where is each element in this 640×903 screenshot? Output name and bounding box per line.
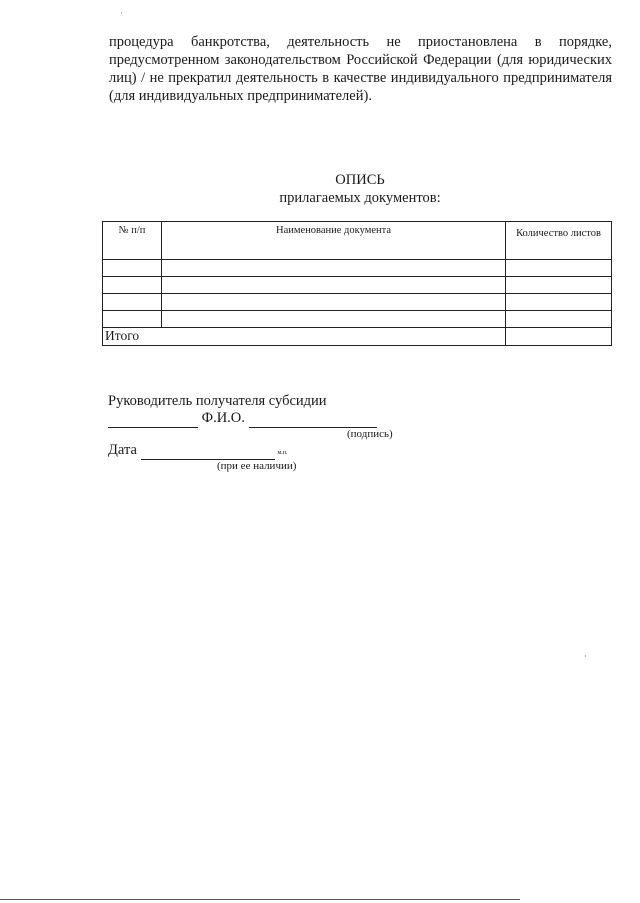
documents-table xyxy=(102,221,612,346)
fio-blank xyxy=(249,410,377,428)
table-row xyxy=(103,260,612,277)
signature-line-row xyxy=(108,410,377,428)
head-of-recipient-label: Руководитель получателя субсидии xyxy=(108,393,327,409)
table-total-row xyxy=(103,328,612,346)
row-count-cell xyxy=(506,277,612,294)
row-name-cell xyxy=(162,260,506,277)
signature-hint: (подпись) xyxy=(347,428,393,440)
header-number: № п/п xyxy=(103,222,162,260)
row-number-cell xyxy=(103,311,162,328)
date-row xyxy=(108,442,288,460)
table-header-row xyxy=(103,222,612,260)
row-name-cell xyxy=(162,277,506,294)
row-count-cell xyxy=(506,260,612,277)
conditions-paragraph: процедура банкротства, деятельность не приостановлена в порядке, предусмотренном законодательством Российской Федерации (для юридических лиц) / не прекратил деятельность в качестве индивидуального предпринимателя (для индивидуальных предпринимателей). xyxy=(109,34,612,104)
stamp-hint: (при ее наличии) xyxy=(217,460,297,472)
total-value-cell xyxy=(506,328,612,346)
inventory-subtitle: прилагаемых документов: xyxy=(279,190,441,206)
row-number-cell xyxy=(103,294,162,311)
row-count-cell xyxy=(506,311,612,328)
signature-blank xyxy=(108,410,198,428)
table-row xyxy=(103,277,612,294)
stamp-label: м.п. xyxy=(277,450,288,456)
fio-label: Ф.И.О. xyxy=(201,410,245,426)
row-name-cell xyxy=(162,311,506,328)
total-label: Итого xyxy=(103,328,506,346)
date-blank xyxy=(141,442,275,460)
date-label: Дата xyxy=(108,442,137,458)
bottom-rule xyxy=(0,899,520,900)
inventory-title: ОПИСЬ xyxy=(335,172,385,188)
table-row xyxy=(103,294,612,311)
row-number-cell xyxy=(103,260,162,277)
header-document-name: Наименование документа xyxy=(162,222,506,260)
header-sheet-count: Количество листов xyxy=(506,222,612,260)
row-name-cell xyxy=(162,294,506,311)
row-count-cell xyxy=(506,294,612,311)
table-row xyxy=(103,311,612,328)
scan-speck xyxy=(585,655,586,657)
row-number-cell xyxy=(103,277,162,294)
scan-speck xyxy=(121,12,122,14)
